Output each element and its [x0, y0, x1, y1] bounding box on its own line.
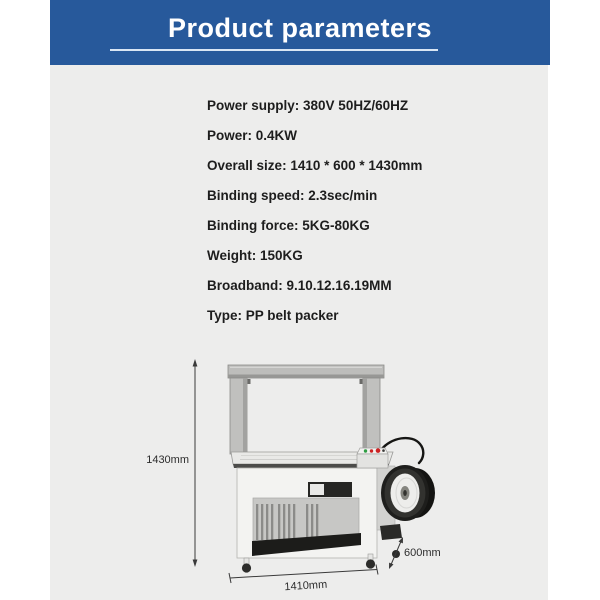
control-panel: [357, 448, 388, 468]
spec-label: Binding speed: [207, 188, 301, 203]
header-banner: [50, 0, 550, 65]
spec-weight: [207, 241, 422, 271]
spec-label: Type: [207, 308, 238, 323]
arrow-down-icon: [193, 560, 198, 568]
arrow-downleft-icon: [389, 563, 394, 569]
spec-separator: :: [278, 278, 287, 293]
strapping-machine: [228, 365, 435, 573]
selector-knob-icon: [382, 449, 385, 452]
cabinet: [237, 468, 377, 558]
slot-card: [310, 484, 324, 495]
width-dimension: [229, 565, 378, 594]
arch-top-bar-shadow: [229, 375, 384, 379]
spec-broadband: [207, 271, 422, 301]
reel-hub-hole: [403, 490, 407, 496]
spec-separator: :: [247, 128, 256, 143]
caster-stem: [368, 554, 373, 560]
spec-label: Broadband: [207, 278, 279, 293]
reel-mount-foot: [380, 524, 402, 540]
spec-value: 9.10.12.16.19MM: [286, 278, 392, 293]
caster-wheel-icon: [366, 559, 375, 568]
arrow-up-icon: [193, 359, 198, 367]
emergency-stop-button-icon: [376, 448, 381, 453]
spec-power: [207, 121, 422, 151]
spec-label: Weight: [207, 248, 252, 263]
spec-separator: :: [237, 308, 246, 323]
depth-dimension-label: 600mm: [404, 547, 441, 559]
green-button-icon: [364, 449, 367, 452]
spec-value: PP belt packer: [245, 308, 339, 323]
caster-wheel-icon: [242, 563, 251, 572]
spec-label: Power supply: [207, 98, 295, 113]
arch-frame: [228, 365, 384, 454]
arch-corner-bracket-right: [360, 379, 363, 384]
control-panel-front: [357, 454, 388, 468]
spec-value: 380V 50HZ/60HZ: [303, 98, 409, 113]
spec-value: 1410 * 600 * 1430mm: [290, 158, 423, 173]
spec-overall-size: [207, 151, 422, 181]
spec-value: 5KG-80KG: [302, 218, 370, 233]
spec-label: Power: [207, 128, 248, 143]
spec-list: [207, 91, 422, 331]
spec-separator: :: [294, 98, 304, 113]
arch-right-leg-shadow: [363, 378, 367, 452]
spec-value: 2.3sec/min: [308, 188, 378, 203]
spec-separator: :: [251, 248, 260, 263]
width-dimension-label: 1410mm: [284, 578, 328, 594]
height-dimension: [146, 359, 197, 567]
spec-label: Binding force: [207, 218, 294, 233]
product-image: [50, 340, 548, 600]
spec-separator: :: [282, 158, 291, 173]
arch-corner-bracket-left: [248, 379, 251, 384]
spec-binding-force: [207, 211, 422, 241]
spec-power-supply: [207, 91, 422, 121]
depth-dimension-line: [390, 539, 402, 567]
height-dimension-label: 1430mm: [146, 454, 189, 466]
page-title: Product parameters: [167, 13, 433, 43]
arch-left-leg-shadow: [243, 378, 247, 454]
spec-label: Overall size: [207, 158, 283, 173]
red-button-icon: [370, 449, 373, 452]
spec-value: 0.4KW: [255, 128, 298, 143]
spec-binding-speed: [207, 181, 422, 211]
spec-separator: :: [300, 188, 309, 203]
spec-type: [207, 301, 422, 331]
caster-stem: [244, 558, 249, 564]
title-underline: [110, 49, 438, 51]
spec-value: 150KG: [260, 248, 303, 263]
width-dimension-line: [230, 570, 377, 579]
spec-separator: :: [294, 218, 303, 233]
